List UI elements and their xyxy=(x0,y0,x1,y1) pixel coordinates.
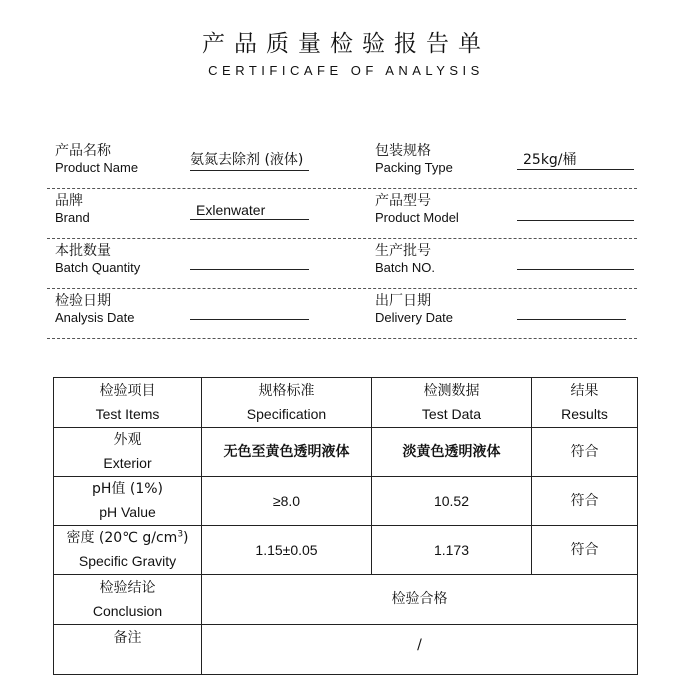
delivery-date-label-cn: 出厂日期 xyxy=(375,293,431,309)
gravity-item-cn-text: 密度 (20℃ g/cm xyxy=(66,530,178,546)
brand-label-en: Brand xyxy=(55,210,90,225)
product-model-label-en: Product Model xyxy=(375,210,459,225)
analysis-date-value xyxy=(190,301,309,320)
gravity-item-en: Specific Gravity xyxy=(78,553,177,569)
results-table xyxy=(53,377,638,675)
info-row-1 xyxy=(47,140,637,189)
product-name-label-en: Product Name xyxy=(55,160,139,175)
ph-item-cn: pH值 (1%) xyxy=(92,481,163,497)
header-test-items xyxy=(54,378,202,428)
ph-data: 10.52 xyxy=(372,477,532,526)
batch-quantity-label-cn: 本批数量 xyxy=(55,243,111,259)
table-header-row xyxy=(54,378,638,428)
header-specification-en: Specification xyxy=(246,405,327,422)
ph-result: 符合 xyxy=(532,477,638,526)
gravity-item-cn-close: ) xyxy=(183,530,189,546)
batch-quantity-label-en: Batch Quantity xyxy=(55,260,141,275)
conclusion-value: 检验合格 xyxy=(202,575,638,625)
table-row-ph xyxy=(54,477,638,526)
gravity-item xyxy=(54,526,202,575)
gravity-item-cn-sup: 3 xyxy=(177,529,184,540)
exterior-result: 符合 xyxy=(532,428,638,477)
batch-no-label-en: Batch NO. xyxy=(375,260,435,275)
table-row-gravity xyxy=(54,526,638,575)
product-model-value xyxy=(517,202,634,221)
remark-label-cn: 备注 xyxy=(113,630,142,646)
product-model-label-cn: 产品型号 xyxy=(375,193,431,209)
table-row-exterior xyxy=(54,428,638,477)
product-name-value: 氨氮去除剂 (液体) xyxy=(190,152,309,171)
ph-spec: ≥8.0 xyxy=(202,477,372,526)
delivery-date-label-en: Delivery Date xyxy=(375,310,454,325)
exterior-data: 淡黄色透明液体 xyxy=(372,428,532,477)
conclusion-label-cn: 检验结论 xyxy=(99,579,156,596)
batch-no-label-cn: 生产批号 xyxy=(375,243,431,259)
header-results xyxy=(532,378,638,428)
packing-type-value: 25kg/桶 xyxy=(517,152,634,170)
conclusion-label xyxy=(54,575,202,625)
delivery-date-value xyxy=(517,301,626,320)
ph-item xyxy=(54,477,202,526)
exterior-item-en: Exterior xyxy=(103,455,152,471)
info-row-3 xyxy=(47,240,637,289)
packing-type-label-cn: 包装规格 xyxy=(375,143,431,159)
product-name-label-cn: 产品名称 xyxy=(55,143,111,159)
header-test-items-en: Test Items xyxy=(95,405,160,422)
batch-quantity-value xyxy=(190,251,309,270)
gravity-result: 符合 xyxy=(532,526,638,575)
info-row-4 xyxy=(47,290,637,339)
header-specification-cn: 规格标准 xyxy=(258,382,315,399)
header-test-data xyxy=(372,378,532,428)
remark-value: / xyxy=(202,625,638,675)
brand-value: Exlenwater xyxy=(190,202,309,220)
ph-item-en: pH Value xyxy=(99,504,156,520)
packing-type-label-en: Packing Type xyxy=(375,160,453,175)
document-title: 产品质量检验报告单 xyxy=(202,31,490,57)
header-results-cn: 结果 xyxy=(570,382,599,399)
info-row-2 xyxy=(47,190,637,239)
header-test-data-cn: 检测数据 xyxy=(423,382,480,399)
exterior-item-cn: 外观 xyxy=(113,432,142,448)
batch-no-value xyxy=(517,251,634,270)
exterior-spec: 无色至黄色透明液体 xyxy=(202,428,372,477)
gravity-item-cn xyxy=(54,527,201,550)
remark-label xyxy=(54,625,202,675)
table-row-remark xyxy=(54,625,638,675)
gravity-spec: 1.15±0.05 xyxy=(202,526,372,575)
header-test-data-en: Test Data xyxy=(421,405,482,422)
exterior-item xyxy=(54,428,202,477)
conclusion-label-en: Conclusion xyxy=(92,602,163,619)
header-specification xyxy=(202,378,372,428)
analysis-date-label-en: Analysis Date xyxy=(55,310,135,325)
gravity-data: 1.173 xyxy=(372,526,532,575)
header-results-en: Results xyxy=(561,405,608,422)
analysis-date-label-cn: 检验日期 xyxy=(55,293,111,309)
document-subtitle: CERTIFICAFE OF ANALYSIS xyxy=(208,63,484,78)
table-row-conclusion xyxy=(54,575,638,625)
header-test-items-cn: 检验项目 xyxy=(99,382,156,399)
brand-label-cn: 品牌 xyxy=(55,193,83,209)
